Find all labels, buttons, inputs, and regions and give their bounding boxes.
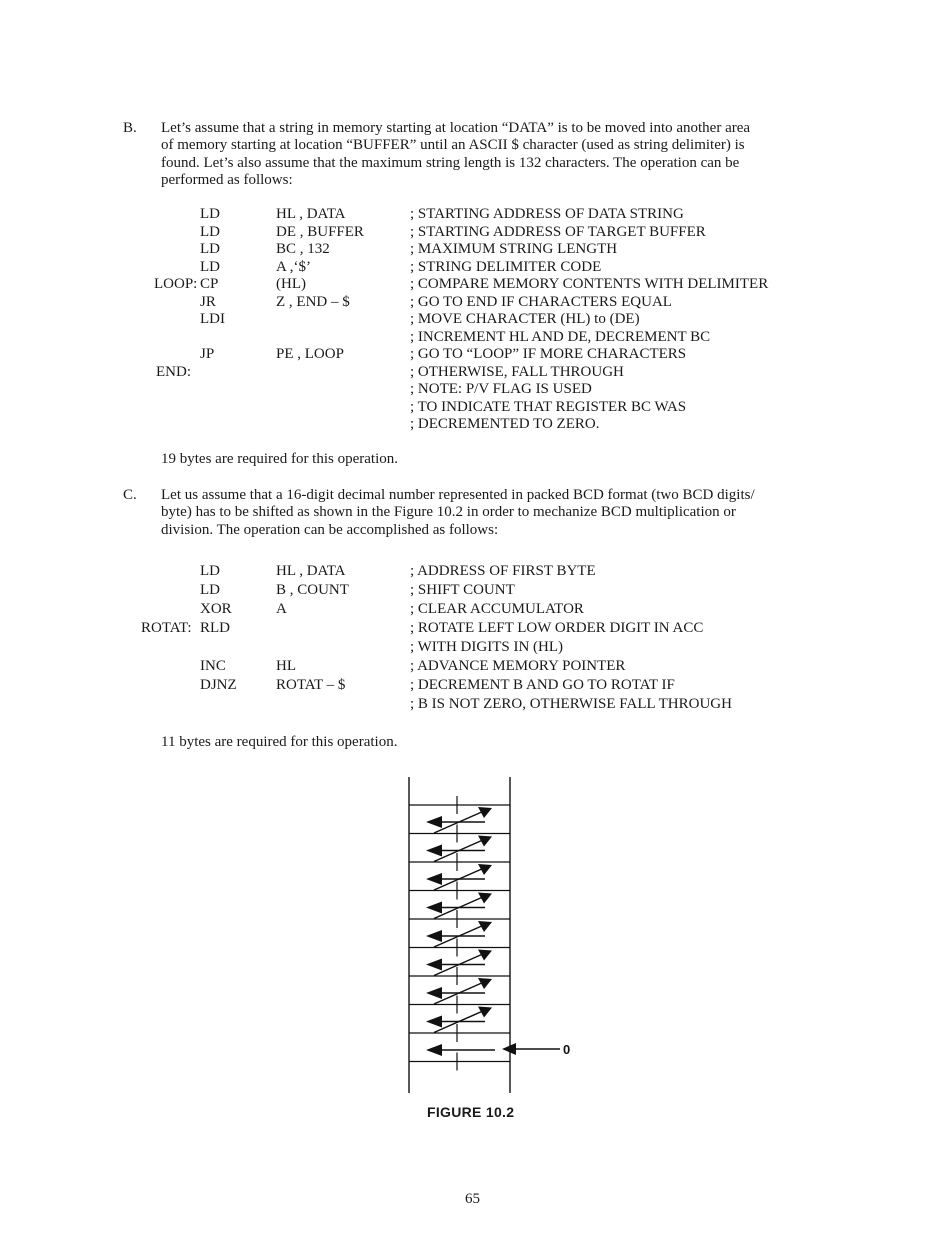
code-comment: ; STRING DELIMITER CODE [410, 258, 602, 275]
code-line [0, 364, 950, 382]
code-line [0, 259, 950, 277]
shift-left-arrowhead [426, 1016, 442, 1028]
code-operand: (HL) [276, 276, 306, 292]
paragraph-line: Let us assume that a 16-digit decimal number represented in packed BCD format (two BCD digits/ [161, 487, 755, 503]
code-operand: HL [276, 658, 296, 674]
code-label: ROTAT: [141, 620, 192, 636]
code-opcode: LD [200, 582, 220, 598]
code-label: LOOP: [154, 276, 198, 292]
code-opcode: LD [200, 563, 220, 579]
code-opcode: CP [200, 276, 219, 292]
code-line [0, 329, 950, 347]
shift-left-arrowhead [426, 987, 442, 999]
code-line [0, 206, 950, 224]
shift-left-arrowhead [426, 1044, 442, 1056]
code-comment: ; GO TO END IF CHARACTERS EQUAL [410, 293, 672, 310]
code-opcode: JR [200, 293, 216, 310]
shift-left-arrowhead [426, 816, 442, 828]
code-opcode: JP [200, 346, 215, 362]
shift-left-arrowhead [426, 845, 442, 857]
code-comment: ; TO INDICATE THAT REGISTER BC WAS [410, 398, 687, 415]
section-b-letter: B. [123, 120, 137, 136]
code-comment: ; OTHERWISE, FALL THROUGH [410, 363, 624, 380]
code-opcode: LD [200, 241, 220, 257]
code-comment: ; DECREMENTED TO ZERO. [410, 416, 600, 432]
paragraph-line: found. Let’s also assume that the maximum string length is 132 characters. The operation can be [161, 154, 740, 171]
code-comment: ; MOVE CHARACTER (HL) to (DE) [410, 311, 640, 327]
code-comment: ; STARTING ADDRESS OF TARGET BUFFER [410, 223, 706, 240]
code-opcode: INC [200, 658, 226, 674]
code-line [0, 416, 950, 434]
paragraph-line: division. The operation can be accomplished as follows: [161, 521, 499, 538]
code-operand: B , COUNT [276, 582, 349, 598]
section-b-byte-count: 19 bytes are required for this operation. [161, 451, 399, 467]
code-line [0, 241, 950, 259]
section-b-paragraph [161, 120, 801, 190]
code-line [0, 276, 950, 294]
code-operand: HL , DATA [276, 563, 346, 579]
code-opcode: LD [200, 258, 220, 275]
code-line [0, 224, 950, 242]
code-opcode: RLD [200, 620, 230, 636]
zero-input-arrowhead [502, 1043, 516, 1055]
code-comment: ; MAXIMUM STRING LENGTH [410, 241, 618, 257]
code-comment: ; ROTATE LEFT LOW ORDER DIGIT IN ACC [410, 620, 704, 636]
section-c-paragraph [161, 487, 801, 539]
paragraph-line: Let’s assume that a string in memory starting at location “DATA” is to be moved into another area [161, 120, 751, 136]
paragraph-line: of memory starting at location “BUFFER” until an ASCII $ character (used as string delimiter) is [161, 137, 745, 154]
paragraph-line: performed as follows: [161, 172, 293, 189]
code-operand: PE , LOOP [276, 346, 344, 362]
code-line [0, 696, 950, 714]
code-line [0, 311, 950, 329]
page-number: 65 [465, 1191, 480, 1207]
code-comment: ; WITH DIGITS IN (HL) [410, 639, 564, 655]
shift-left-arrowhead [426, 873, 442, 885]
code-label: END: [156, 363, 191, 380]
code-comment: ; B IS NOT ZERO, OTHERWISE FALL THROUGH [410, 696, 732, 712]
code-line [0, 582, 950, 600]
code-comment: ; STARTING ADDRESS OF DATA STRING [410, 206, 684, 222]
code-operand: A [276, 601, 287, 617]
zero-input-label: 0 [563, 1042, 571, 1057]
code-operand: HL , DATA [276, 206, 346, 222]
code-comment: ; GO TO “LOOP” IF MORE CHARACTERS [410, 346, 687, 362]
code-comment: ; INCREMENT HL AND DE, DECREMENT BC [410, 328, 711, 345]
code-line [0, 601, 950, 619]
code-line [0, 294, 950, 312]
shift-left-arrowhead [426, 902, 442, 914]
code-comment: ; COMPARE MEMORY CONTENTS WITH DELIMITER [410, 276, 769, 292]
code-line [0, 620, 950, 638]
code-comment: ; CLEAR ACCUMULATOR [410, 601, 584, 617]
shift-left-arrowhead [426, 959, 442, 971]
code-opcode: LD [200, 223, 220, 240]
code-line [0, 399, 950, 417]
code-line [0, 658, 950, 676]
code-opcode: LD [200, 206, 220, 222]
code-operand: BC , 132 [276, 241, 330, 257]
code-comment: ; ADVANCE MEMORY POINTER [410, 658, 626, 674]
code-line [0, 563, 950, 581]
figure-caption: FIGURE 10.2 [427, 1104, 515, 1120]
code-opcode: LDI [200, 311, 225, 327]
code-comment: ; DECREMENT B AND GO TO ROTAT IF [410, 677, 675, 693]
digit-cells [409, 796, 510, 1071]
paragraph-line: byte) has to be shifted as shown in the Figure 10.2 in order to mechanize BCD multiplication or [161, 504, 736, 521]
section-c-byte-count: 11 bytes are required for this operation. [161, 734, 398, 750]
section-c-letter: C. [123, 487, 137, 503]
code-operand: Z , END – $ [276, 293, 350, 310]
code-comment: ; NOTE: P/V FLAG IS USED [410, 381, 592, 397]
code-line [0, 639, 950, 657]
code-line [0, 677, 950, 695]
code-operand: DE , BUFFER [276, 223, 364, 240]
code-operand: ROTAT – $ [276, 677, 346, 693]
code-opcode: DJNZ [200, 677, 237, 693]
code-opcode: XOR [200, 601, 232, 617]
bcd-shift-diagram [400, 775, 590, 1095]
code-operand: A ,‘$’ [276, 258, 311, 275]
code-comment: ; SHIFT COUNT [410, 582, 515, 598]
code-line [0, 381, 950, 399]
code-line [0, 346, 950, 364]
shift-left-arrowhead [426, 930, 442, 942]
code-comment: ; ADDRESS OF FIRST BYTE [410, 563, 596, 579]
